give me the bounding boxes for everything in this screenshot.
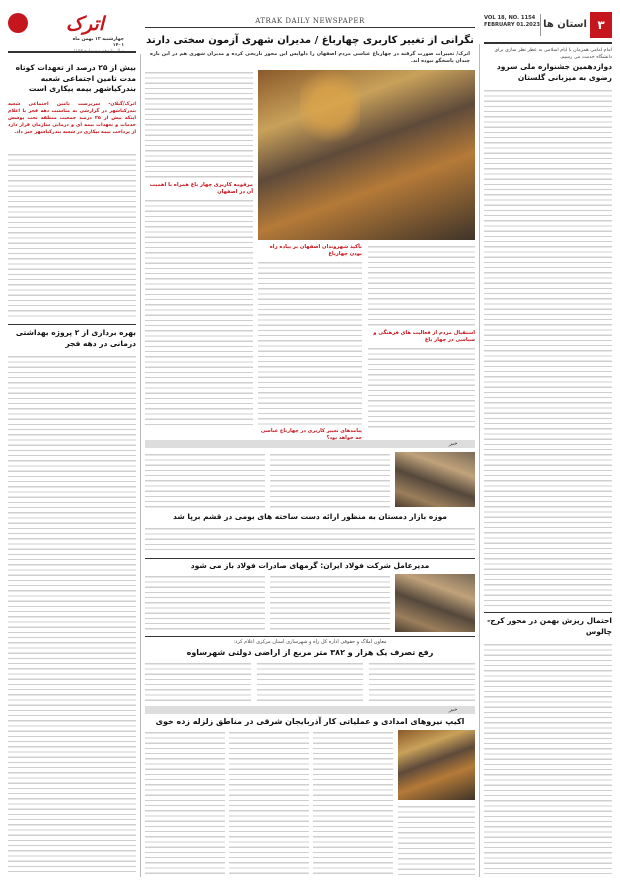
main-subhead-4: پیامدهای تغییر کاربری در چهارباغ عباسی چه خواهد بود؟	[260, 428, 362, 441]
news2-rule	[145, 558, 475, 559]
chaharbagh-photo	[258, 70, 475, 240]
paper-name-english: ATRAK DAILY NEWSPAPER	[255, 17, 365, 25]
main-column-text-e	[368, 346, 475, 428]
main-subhead-3: مرقومه کاربری چهار باغ همراه با اهمیت آن در اصفهان	[149, 182, 253, 195]
section-name: استان ها	[540, 14, 589, 36]
right-text-1	[484, 88, 612, 608]
left-rule	[8, 324, 136, 325]
left-lead-1: اترک/گیلان- سرپرست تامین اجتماعی شعبه بندرکیاشهر در گزارشی به مناسبت دهه فجر با اعلام اینکه بیش از ۲۵ درصد جمعیت منطقه تحت پوشش خدمات و تعهدات بیمه ای و درمانی سازمان قرار دارد از پرداخت بیمه بیکاری در شعبه بندرکیاشهر خبر داد.	[8, 102, 136, 135]
center-header-rule	[145, 27, 475, 28]
section-number: ۳	[597, 18, 605, 32]
news1-title: موزه بازار دمستان به منظور ارائه دست ساخته های بومی در قشم برپا شد	[173, 512, 447, 521]
main-column-text-d	[368, 244, 475, 328]
left-title-2: بهره برداری از ۲ پروژه بهداشتی درمانی در دهه فجر	[15, 328, 136, 348]
english-date: FEBRUARY 01.2023	[484, 22, 541, 28]
news2-text-b	[270, 574, 390, 632]
news1-text-c	[145, 526, 475, 554]
right-kicker-1: امام امامی همزمان با ایام اسلامی به عطر نظر سازی برای دانشگاه خدمت می رسیم.	[494, 48, 612, 60]
left-text-2	[8, 354, 136, 875]
divider-right	[479, 44, 480, 877]
news3-text-b	[257, 661, 363, 701]
news-band-2	[145, 706, 475, 714]
news-label-2: خبر	[448, 707, 458, 713]
news-label-1: خبر	[448, 441, 458, 447]
news4-text-a	[145, 730, 225, 875]
news3-rule	[145, 636, 475, 637]
persian-date: چهارشنبه ۱۲ بهمن ماه ۱۴۰۱	[72, 37, 124, 48]
right-title-1: دوازدهمین جشنواره ملی سرود رضوی به میزبانی گلستان	[496, 62, 612, 82]
right-header-rule	[484, 42, 612, 44]
right-rule	[484, 612, 612, 613]
left-header-rule	[8, 51, 136, 53]
main-subhead-1: تأکید شهروندان اصفهان بر پیاده راه بودن چهارباغ	[269, 244, 362, 257]
news-band-1	[145, 440, 475, 448]
main-headline: نگرانی از تغییر کاربری چهارباغ / مدیران شهری آزمون سختی دارند	[146, 35, 474, 46]
news3-text-c	[369, 661, 475, 701]
main-column-text-c	[258, 260, 362, 428]
main-column-text-a	[145, 70, 253, 180]
news2-title: مدیرعامل شرکت فولاد ایران: گرمهای صادرات فولاد باز می شود	[190, 561, 430, 570]
qeshm-photo	[395, 452, 475, 507]
right-title-2: احتمال ریزش بهمن در محور کرج- چالوس	[487, 616, 612, 636]
volume-info	[484, 15, 540, 35]
news3-title: رفع تصرف یک هزار و ۳۸۲ متر مربع از اراضی دولتی شهرساوه	[186, 648, 434, 657]
volume-number: VOL 18, NO. 1154	[484, 15, 536, 21]
left-title-1: بیش از ۲۵ درصد از تعهدات کوتاه مدت تامین اجتماعی شعبه بندرکیاشهر بیمه بیکاری است	[15, 63, 136, 93]
divider-left	[140, 54, 141, 877]
main-column-text-b	[145, 198, 253, 428]
news4-text-b	[229, 730, 309, 875]
left-text-1	[8, 152, 136, 320]
right-text-2	[484, 642, 612, 875]
news4-text-d	[398, 804, 475, 875]
news3-text-a	[145, 661, 251, 701]
news4-title: اکیپ نیروهای امدادی و عملیاتی کار آذربایجان شرقی در مناطق زلزله زده خوی	[155, 717, 465, 726]
news1-text-b	[270, 452, 390, 508]
news1-text-a	[145, 452, 265, 508]
photo-tree-detail	[300, 70, 360, 160]
steel-photo	[395, 574, 475, 632]
news3-kicker: معاون املاک و حقوقی اداره کل راه و شهرسازی استان مرکزی اعلام کرد:	[233, 639, 387, 645]
main-subhead-2: استقبال مردم از فعالیت های فرهنگی و سیاسی در چهار باغ	[373, 330, 475, 343]
khoy-photo	[398, 730, 475, 800]
logo: اترک	[65, 13, 105, 35]
main-kicker: اترک/ تغییرات صورت گرفته در چهارباغ عباسی مردم اصفهان را دلواپس این محور تاریخی کرده و مدیران شهری هم در این باره چندان پاسخگو نبوده اند.	[150, 51, 470, 64]
section-number-box	[590, 12, 612, 38]
news4-text-c	[313, 730, 393, 875]
news2-text-a	[145, 574, 265, 632]
logo-stamp	[8, 13, 28, 33]
